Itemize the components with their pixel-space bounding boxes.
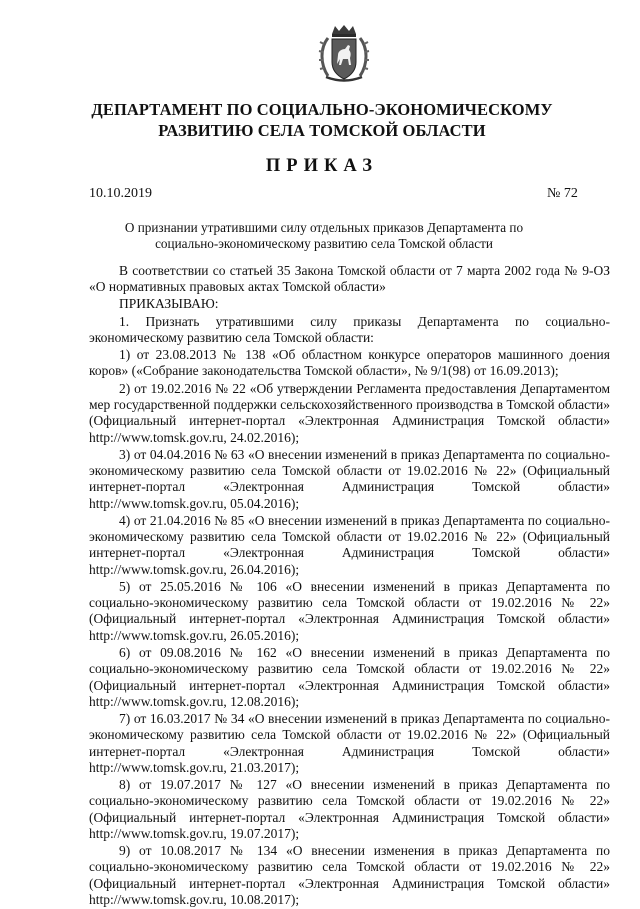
document-subject: О признании утратившими силу отдельных приказов Департамента по социально-экономическому развитию села Томской области: [124, 220, 524, 251]
clause-paragraph: 1. Признать утратившими силу приказы Департамента по социально-экономическому развитию села Томской области:: [89, 313, 610, 345]
department-title: ДЕПАРТАМЕНТ ПО СОЦИАЛЬНО-ЭКОНОМИЧЕСКОМУ РАЗВИТИЮ СЕЛА ТОМСКОЙ ОБЛАСТИ: [91, 100, 553, 140]
list-item: 7) от 16.03.2017 № 34 «О внесении изменений в приказ Департамента по социально-экономическому развитию села Томской области от 19.02.2016 № 22» (Официальный интернет-портал «Электронная Администрация Томской области» http://www.tomsk.gov.ru, 21.03.2017);: [89, 711, 610, 775]
list-item: 6) от 09.08.2016 № 162 «О внесении изменений в приказ Департамента по социально-экономическому развитию села Томской области от 19.02.2016 № 22» (Официальный интернет-портал «Электронная Администрация Томской области» http://www.tomsk.gov.ru, 12.08.2016);: [89, 644, 610, 709]
list-item: 1) от 23.08.2013 № 138 «Об областном конкурсе операторов машинного доения коров» («Собрание законодательства Томской области», № 9/1(98) от 16.09.2013);: [89, 347, 610, 379]
document-body: [89, 263, 610, 909]
list-item: 2) от 19.02.2016 № 22 «Об утверждении Регламента предоставления Департаментом мер государственной поддержки сельскохозяйственного производства в Томской области» (Официальный интернет-портал «Электронная Администрация Томской области» http://www.tomsk.gov.ru, 24.02.2016);: [89, 380, 610, 445]
preamble-paragraph: В соответствии со статьей 35 Закона Томской области от 7 марта 2002 года № 9-ОЗ «О нормативных правовых актах Томской области»: [89, 263, 610, 295]
list-item: 9) от 10.08.2017 № 134 «О внесении изменения в приказ Департамента по социально-экономическому развитию села Томской области от 19.02.2016 № 22» (Официальный интернет-портал «Электронная Администрация Томской области» http://www.tomsk.gov.ru, 10.08.2017);: [89, 843, 610, 908]
list-item: 8) от 19.07.2017 № 127 «О внесении изменений в приказ Департамента по социально-экономическому развитию села Томской области от 19.02.2016 № 22» (Официальный интернет-портал «Электронная Администрация Томской области» http://www.tomsk.gov.ru, 19.07.2017);: [89, 777, 610, 841]
document-date: 10.10.2019: [89, 186, 152, 201]
document-number: № 72: [547, 186, 578, 201]
order-word: ПРИКАЗЫВАЮ:: [119, 296, 219, 312]
tomsk-coat-of-arms-icon: [318, 24, 370, 84]
list-item: 5) от 25.05.2016 № 106 «О внесении изменений в приказ Департамента по социально-экономическому развитию села Томской области от 19.02.2016 № 22» (Официальный интернет-портал «Электронная Администрация Томской области» http://www.tomsk.gov.ru, 26.05.2016);: [89, 578, 610, 643]
document-type-title: ПРИКАЗ: [265, 156, 379, 176]
list-item: 4) от 21.04.2016 № 85 «О внесении изменений в приказ Департамента по социально-экономическому развитию села Томской области от 19.02.2016 № 22» (Официальный интернет-портал «Электронная Администрация Томской области» http://www.tomsk.gov.ru, 26.04.2016);: [89, 512, 610, 577]
list-item: 3) от 04.04.2016 № 63 «О внесении изменений в приказ Департамента по социально-экономическому развитию села Томской области от 19.02.2016 № 22» (Официальный интернет-портал «Электронная Администрация Томской области» http://www.tomsk.gov.ru, 05.04.2016);: [89, 446, 610, 511]
